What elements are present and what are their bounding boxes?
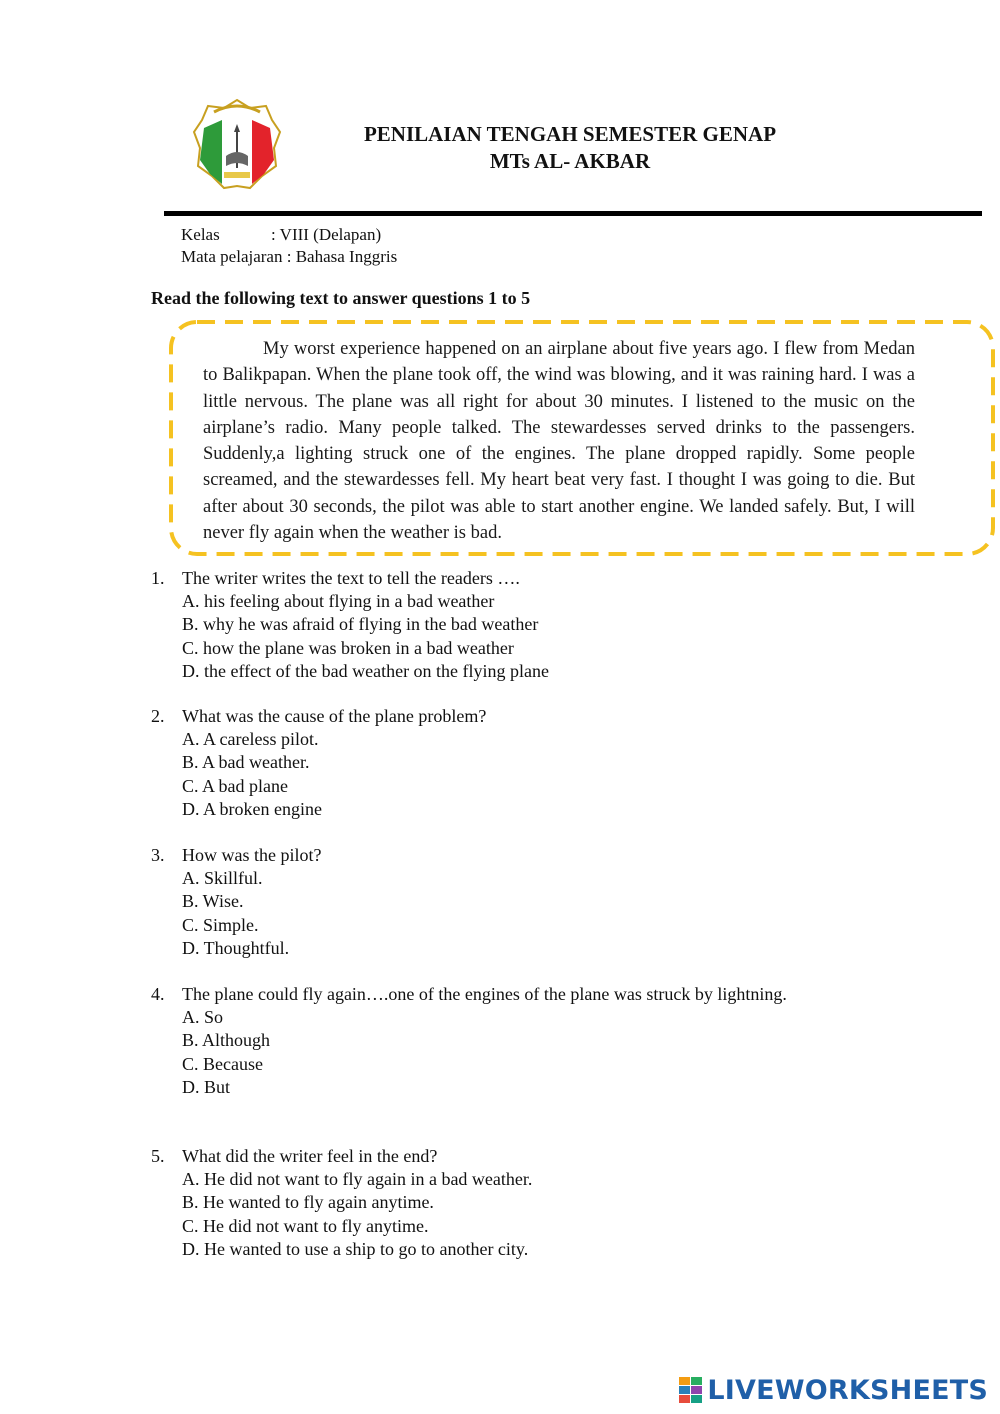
option-a[interactable]: A. his feeling about flying in a bad weather xyxy=(182,591,495,612)
option-d[interactable]: D. He wanted to use a ship to go to another city. xyxy=(182,1238,529,1259)
option-b[interactable]: B. Wise. xyxy=(182,891,244,912)
subject-value: : Bahasa Inggris xyxy=(286,247,398,266)
question-number: 2. xyxy=(151,706,165,726)
question-2 xyxy=(151,705,822,821)
option-b[interactable]: B. why he was afraid of flying in the bad weather xyxy=(182,614,539,635)
option-d[interactable]: D. But xyxy=(182,1076,231,1097)
option-b[interactable]: B. Although xyxy=(182,1030,271,1051)
liveworksheets-logo-icon xyxy=(679,1377,703,1403)
reading-instruction: Read the following text to answer questions 1 to 5 xyxy=(151,288,531,308)
question-1 xyxy=(151,567,822,683)
question-3 xyxy=(151,844,822,960)
option-c[interactable]: C. He did not want to fly anytime. xyxy=(182,1215,429,1236)
liveworksheets-brand xyxy=(679,1373,988,1407)
subject-label: Mata pelajaran xyxy=(181,247,283,266)
question-number: 4. xyxy=(151,984,165,1004)
option-c[interactable]: C. how the plane was broken in a bad weather xyxy=(182,637,514,658)
question-5 xyxy=(151,1145,822,1261)
option-a[interactable]: A. He did not want to fly again in a bad weather. xyxy=(182,1169,533,1190)
exam-title: PENILAIAN TENGAH SEMESTER GENAP xyxy=(363,122,777,146)
option-d[interactable]: D. Thoughtful. xyxy=(182,937,290,958)
school-logo xyxy=(192,98,282,192)
option-d[interactable]: D. A broken engine xyxy=(182,798,322,819)
option-b[interactable]: B. A bad weather. xyxy=(182,752,310,773)
brand-name: LIVEWORKSHEETS xyxy=(707,1374,988,1406)
question-number: 3. xyxy=(151,845,165,865)
class-label: Kelas xyxy=(181,225,220,244)
class-value: : VIII (Delapan) xyxy=(271,225,382,244)
question-text: How was the pilot? xyxy=(182,845,322,865)
option-d[interactable]: D. the effect of the bad weather on the flying plane xyxy=(182,660,550,681)
question-text: The plane could fly again….one of the engines of the plane was struck by lightning. xyxy=(182,984,787,1004)
question-text: The writer writes the text to tell the readers …. xyxy=(182,568,520,588)
school-name: MTs AL- AKBAR xyxy=(489,149,651,173)
subject-info xyxy=(181,246,397,268)
question-text: What did the writer feel in the end? xyxy=(182,1146,438,1166)
class-info xyxy=(181,224,381,246)
option-a[interactable]: A. A careless pilot. xyxy=(182,729,319,750)
option-c[interactable]: C. Because xyxy=(182,1053,263,1074)
option-a[interactable]: A. So xyxy=(182,1007,224,1028)
question-text: What was the cause of the plane problem? xyxy=(182,706,487,726)
question-4 xyxy=(151,983,822,1099)
option-b[interactable]: B. He wanted to fly again anytime. xyxy=(182,1192,434,1213)
option-c[interactable]: C. A bad plane xyxy=(182,775,288,796)
option-c[interactable]: C. Simple. xyxy=(182,914,259,935)
question-number: 5. xyxy=(151,1146,165,1166)
reading-passage: My worst experience happened on an airplane about five years ago. I flew from Medan to Balikpapan. When the plane took off, the wind was blowing, and it was raining hard. I was a little nervous. The plane was all right for about 30 minutes. I listened to the music on the airplane’s radio. Many people talked. The stewardesses served drinks to the passengers. Suddenly,a lighting struck one of the engines. The plane dropped rapidly. Some people screamed, and the stewardesses fell. My heart beat very fast. I thought I was going to die. But after about 30 seconds, the pilot was able to start another engine. We landed safely. But, I will never fly again when the weather is bad. xyxy=(203,339,915,544)
question-number: 1. xyxy=(151,568,165,588)
header-divider xyxy=(164,211,982,216)
option-a[interactable]: A. Skillful. xyxy=(182,868,263,889)
